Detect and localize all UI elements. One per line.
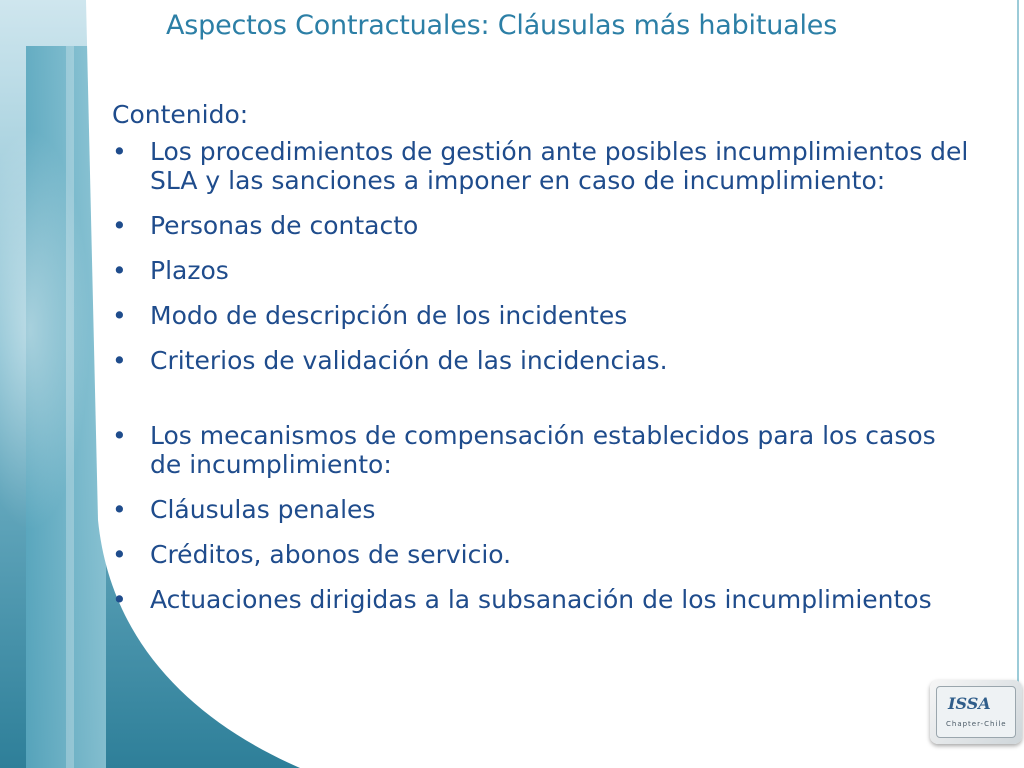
list-item bbox=[112, 540, 972, 569]
list-item-text: Personas de contacto bbox=[150, 211, 419, 240]
intro-label: Contenido: bbox=[112, 100, 249, 129]
list-item-text: Modo de descripción de los incidentes bbox=[150, 301, 628, 330]
list-item bbox=[112, 495, 972, 524]
slide-title: Aspectos Contractuales: Cláusulas más habituales bbox=[166, 10, 838, 41]
list-item bbox=[112, 585, 972, 614]
list-item bbox=[112, 346, 972, 375]
list-item bbox=[112, 211, 972, 240]
bullet-marker: • bbox=[112, 495, 127, 524]
logo-subtitle: Chapter-Chile bbox=[946, 720, 1007, 728]
list-item-text: Cláusulas penales bbox=[150, 495, 376, 524]
bullet-marker: • bbox=[112, 346, 127, 375]
list-item-text: Actuaciones dirigidas a la subsanación de los incumplimientos bbox=[150, 585, 932, 614]
bullet-marker: • bbox=[112, 540, 127, 569]
list-item-text: Créditos, abonos de servicio. bbox=[150, 540, 512, 569]
bullet-marker: • bbox=[112, 585, 127, 614]
bullet-marker: • bbox=[112, 301, 127, 330]
bullet-marker: • bbox=[112, 256, 127, 285]
list-item bbox=[112, 256, 972, 285]
list-item-text: Los procedimientos de gestión ante posibles incumplimientos del SLA y las sanciones a imponer en caso de incumplimiento: bbox=[150, 137, 969, 195]
slide-body bbox=[112, 100, 972, 630]
list-item bbox=[112, 421, 972, 479]
issa-logo bbox=[930, 680, 1022, 744]
list-item bbox=[112, 137, 972, 195]
bullet-marker: • bbox=[112, 421, 127, 450]
list-item-text: Los mecanismos de compensación establecidos para los casos de incumplimiento: bbox=[150, 421, 936, 479]
bullet-list bbox=[112, 137, 972, 614]
bullet-marker: • bbox=[112, 137, 127, 166]
list-item bbox=[112, 301, 972, 330]
list-item-text: Criterios de validación de las incidencias. bbox=[150, 346, 668, 375]
logo-name: ISSA bbox=[948, 694, 991, 713]
list-item-text: Plazos bbox=[150, 256, 229, 285]
bullet-marker: • bbox=[112, 211, 127, 240]
